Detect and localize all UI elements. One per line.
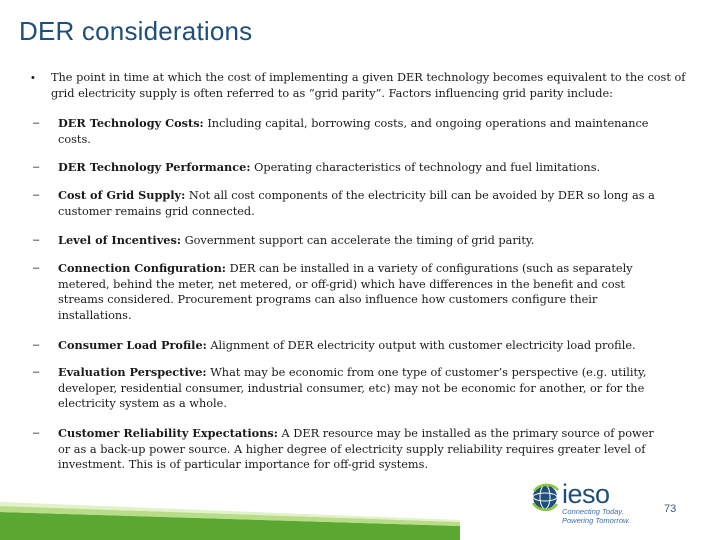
dash-marker: – [33,117,40,129]
item-text: Including capital, borrowing costs, and ongoing operations and maintenance costs. [58,117,649,146]
list-item [33,426,668,473]
item-term: Cost of Grid Supply: [58,188,186,202]
slide-content [25,70,690,102]
list-item [33,160,668,176]
item-term: Connection Configuration: [58,261,226,275]
slide-title: DER considerations [19,16,253,46]
footer-decoration [0,492,460,540]
item-term: DER Technology Performance: [58,160,251,174]
bullet-dot: • [31,72,35,84]
intro-bullet [25,70,690,102]
logo-tagline [562,507,630,525]
list-item [33,116,668,147]
item-text: What may be economic from one type of customer’s perspective (e.g. utility, developer, residential consumer, industrial consumer, etc) may not be economic for another, or for the electricity system as a whole. [58,366,647,410]
dash-marker: – [33,339,40,351]
dash-marker: – [33,189,40,201]
item-term: Evaluation Perspective: [58,365,207,379]
item-text: Operating characteristics of technology and fuel limitations. [250,161,601,174]
dash-marker: – [33,427,40,439]
item-term: Level of Incentives: [58,233,182,247]
item-term: Consumer Load Profile: [58,338,207,352]
item-term: DER Technology Costs: [58,116,204,130]
dash-marker: – [33,234,40,246]
page-number: 73 [664,503,677,515]
list-item [33,261,668,323]
dash-marker: – [33,161,40,173]
item-term: Customer Reliability Expectations: [58,426,278,440]
list-item [33,233,668,249]
item-text: DER can be installed in a variety of configurations (such as separately metered, behind the meter, net metered, or off-grid) which have differences in the benefit and cost streams considered. Procurement programs can also influence how customers configure their installations. [58,262,633,322]
list-item [33,338,668,354]
item-text: Government support can accelerate the timing of grid parity. [181,234,535,247]
logo-wordmark: ieso [562,479,610,509]
intro-text: The point in time at which the cost of implementing a given DER technology becomes equivalent to the cost of grid electricity supply is often referred to as “grid parity”. Factors influencing grid parity include: [51,71,686,100]
tagline-line-2: Powering Tomorrow. [562,516,631,525]
list-item [33,365,668,412]
item-text: A DER resource may be installed as the primary source of power or as a back-up power source. A higher degree of electricity supply reliability requires greater level of investment. This is of particular importance for off-grid systems. [58,427,654,471]
ieso-logo [530,479,660,527]
tagline-line-1: Connecting Today. [562,507,624,516]
item-text: Not all cost components of the electricity bill can be avoided by DER so long as a customer remains grid connected. [58,189,655,218]
list-item [33,188,668,219]
globe-icon [530,481,560,515]
dash-marker: – [33,366,40,378]
dash-marker: – [33,262,40,274]
item-text: Alignment of DER electricity output with customer electricity load profile. [206,339,636,352]
